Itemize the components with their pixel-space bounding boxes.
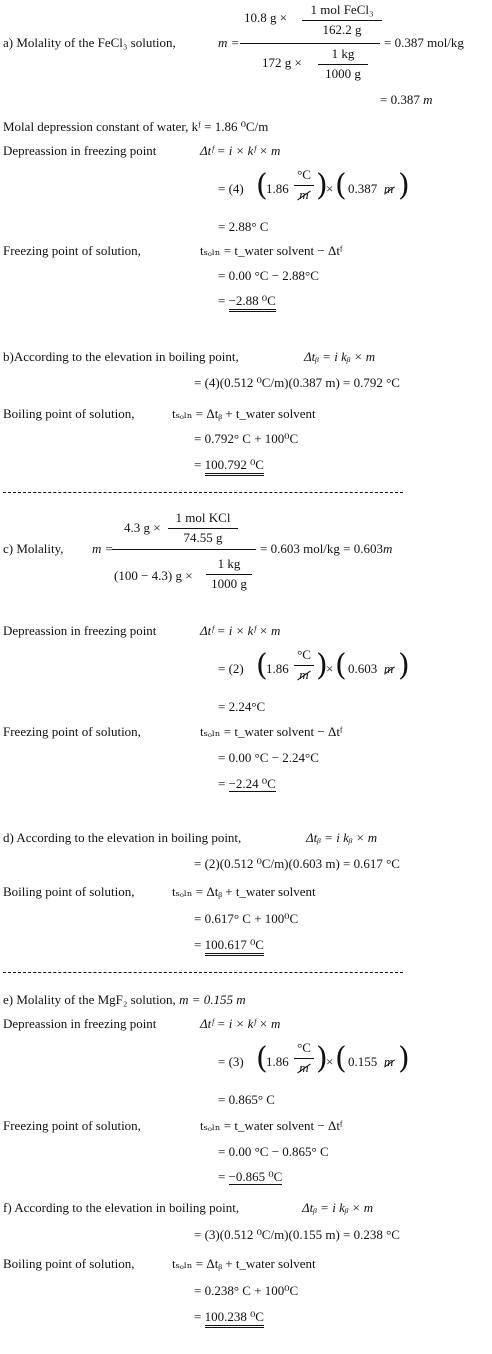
c-paren-l1: ( <box>256 648 268 683</box>
a-fp-step1: = 0.00 °C − 2.88°C <box>218 268 319 283</box>
a-dep-step1-a: = (4) <box>218 181 244 196</box>
c-paren-r1: ) <box>316 648 328 683</box>
c-fp-formula: tₛₒₗₙ = t_water solvent − Δtᶠ <box>200 724 343 739</box>
a-dep-times: × <box>326 181 334 196</box>
c-num-sub-den: 74.55 g <box>183 530 223 545</box>
a-dep-0387: 0.387 <box>348 181 378 196</box>
a-paren-r2: ) <box>398 168 410 203</box>
a-fp-step2: = −2.88 ⁰C <box>218 293 276 309</box>
b-formula: Δtᵦ = i kᵦ × m <box>304 349 376 364</box>
a-result: = 0.387 mol/kg <box>384 35 464 50</box>
a-dep-formula: Δtᶠ = i × kᶠ × m <box>200 143 281 158</box>
c-dep-times: × <box>326 661 334 676</box>
divider-1 <box>3 492 403 493</box>
c-fp-step1: = 0.00 °C − 2.24°C <box>218 750 319 765</box>
d-bp-label: Boiling point of solution, <box>3 884 135 899</box>
e-paren-r1: ) <box>316 1041 328 1076</box>
a-fp-label: Freezing point of solution, <box>3 243 141 258</box>
a-den-sub-num: 1 kg <box>331 46 355 61</box>
a-num-mass: 10.8 g × <box>244 10 288 25</box>
e-dep-step1-a: = (3) <box>218 1054 244 1069</box>
c-fp-step2: = −2.24 ⁰C <box>218 776 276 791</box>
d-intro: d) According to the elevation in boiling point, <box>3 830 242 845</box>
a-fp-formula: tₛₒₗₙ = t_water solvent − Δtᶠ <box>200 243 343 258</box>
f-bp-label: Boiling point of solution, <box>3 1256 135 1271</box>
c-dep-formula: Δtᶠ = i × kᶠ × m <box>200 623 281 638</box>
e-fp-formula: tₛₒₗₙ = t_water solvent − Δtᶠ <box>200 1118 343 1133</box>
a-dep-step2: = 2.88° C <box>218 219 269 234</box>
d-formula: Δtᵦ = i kᵦ × m <box>306 830 378 845</box>
d-bp-formula: tₛₒₗₙ = Δtᵦ + t_water solvent <box>172 884 316 899</box>
e-fp-result: −0.865 ⁰C <box>228 1169 283 1184</box>
e-dep-0155: 0.155 <box>348 1054 378 1069</box>
c-fp-result: −2.24 ⁰C <box>228 776 276 791</box>
a-main-bar <box>240 43 380 44</box>
a-dep-label: Depreassion in freezing point <box>3 143 157 158</box>
c-dep-bar <box>294 665 314 666</box>
d-step1: = (2)(0.512 ⁰C/m)(0.603 m) = 0.617 °C <box>194 856 400 871</box>
f-formula: Δtᵦ = i kᵦ × m <box>302 1200 374 1215</box>
c-fp-label: Freezing point of solution, <box>3 724 141 739</box>
f-step2: = 0.238° C + 100⁰C <box>194 1283 299 1298</box>
c-den-mass: (100 − 4.3) g × <box>114 568 193 583</box>
c-dep-label: Depreassion in freezing point <box>3 623 157 638</box>
e-paren-l1: ( <box>256 1041 268 1076</box>
e-dep-label: Depreassion in freezing point <box>3 1016 157 1031</box>
b-step1: = (4)(0.512 ⁰C/m)(0.387 m) = 0.792 °C <box>194 375 400 390</box>
e-dep-degc: °C <box>297 1040 311 1055</box>
a-dep-1-86: 1.86 <box>266 181 289 196</box>
f-intro: f) According to the elevation in boiling point, <box>3 1200 240 1215</box>
a-paren-l2: ( <box>335 168 347 203</box>
c-dep-m2: m <box>384 661 394 676</box>
c-main-bar <box>112 549 256 550</box>
c-intro: c) Molality, <box>3 541 64 556</box>
a-m-eq: m = <box>218 35 240 50</box>
f-result: 100.238 ⁰C <box>205 1309 264 1328</box>
f-step3: = 100.238 ⁰C <box>194 1309 264 1325</box>
c-num-mass: 4.3 g × <box>124 520 161 535</box>
c-num-sub-bar <box>168 528 238 529</box>
e-intro: e) Molality of the MgF₂ solution, m = 0.155 m <box>3 992 246 1007</box>
d-result: 100.617 ⁰C <box>205 937 264 956</box>
a-intro: a) Molality of the FeCl₃ solution, <box>3 35 176 50</box>
e-dep-m: m <box>299 1060 309 1075</box>
e-dep-bar <box>294 1058 314 1059</box>
f-step1: = (3)(0.512 ⁰C/m)(0.155 m) = 0.238 °C <box>194 1227 400 1242</box>
b-intro: b)According to the elevation in boiling point, <box>3 349 239 364</box>
a-den-mass: 172 g × <box>262 55 302 70</box>
e-dep-formula: Δtᶠ = i × kᶠ × m <box>200 1016 281 1031</box>
b-bp-label: Boiling point of solution, <box>3 406 135 421</box>
c-dep-0603: 0.603 <box>348 661 378 676</box>
c-num-sub-num: 1 mol KCl <box>175 510 231 525</box>
e-dep-m2: m <box>384 1054 394 1069</box>
b-result: 100.792 ⁰C <box>205 457 264 476</box>
a-dep-degc: °C <box>297 167 311 182</box>
b-step3: = 100.792 ⁰C <box>194 457 264 473</box>
a-num-sub-den: 162.2 g <box>322 22 362 37</box>
c-dep-step1-a: = (2) <box>218 661 244 676</box>
c-dep-m: m <box>299 667 309 682</box>
a-den-sub-den: 1000 g <box>325 66 361 81</box>
a-fp-result: −2.88 ⁰C <box>229 293 276 312</box>
a-paren-l1: ( <box>256 168 268 203</box>
a-paren-r1: ) <box>316 168 328 203</box>
f-bp-formula: tₛₒₗₙ = Δtᵦ + t_water solvent <box>172 1256 316 1271</box>
e-dep-step2: = 0.865° C <box>218 1092 275 1107</box>
a-dep-m2: m <box>384 181 394 196</box>
c-dep-1-86: 1.86 <box>266 661 289 676</box>
c-den-sub-bar <box>206 574 252 575</box>
a-dep-bar <box>294 185 314 186</box>
c-den-sub-den: 1000 g <box>211 576 247 591</box>
c-result: = 0.603 mol/kg = 0.603m <box>260 541 393 556</box>
e-fp-step2: = −0.865 ⁰C <box>218 1169 283 1184</box>
a-dep-m: m <box>299 187 309 202</box>
divider-2 <box>3 972 403 973</box>
e-fp-label: Freezing point of solution, <box>3 1118 141 1133</box>
a-num-sub-num: 1 mol FeCl₃ <box>310 2 374 17</box>
b-bp-formula: tₛₒₗₙ = Δtᵦ + t_water solvent <box>172 406 316 421</box>
c-den-sub-num: 1 kg <box>217 556 241 571</box>
a-result2: = 0.387 m <box>380 92 433 107</box>
b-step2: = 0.792° C + 100⁰C <box>194 431 299 446</box>
e-dep-times: × <box>326 1054 334 1069</box>
e-paren-l2: ( <box>335 1041 347 1076</box>
c-dep-step2: = 2.24°C <box>218 699 266 714</box>
c-paren-r2: ) <box>398 648 410 683</box>
a-den-sub-bar <box>318 64 368 65</box>
e-paren-r2: ) <box>398 1041 410 1076</box>
a-kf-line: Molal depression constant of water, kᶠ = 1.86 ⁰C/m <box>3 119 269 134</box>
d-step3: = 100.617 ⁰C <box>194 937 264 953</box>
c-m-eq: m = <box>92 541 114 556</box>
e-fp-step1: = 0.00 °C − 0.865° C <box>218 1144 329 1159</box>
c-paren-l2: ( <box>335 648 347 683</box>
e-dep-1-86: 1.86 <box>266 1054 289 1069</box>
d-step2: = 0.617° C + 100⁰C <box>194 911 299 926</box>
c-dep-degc: °C <box>297 647 311 662</box>
a-num-sub-bar <box>302 20 382 21</box>
